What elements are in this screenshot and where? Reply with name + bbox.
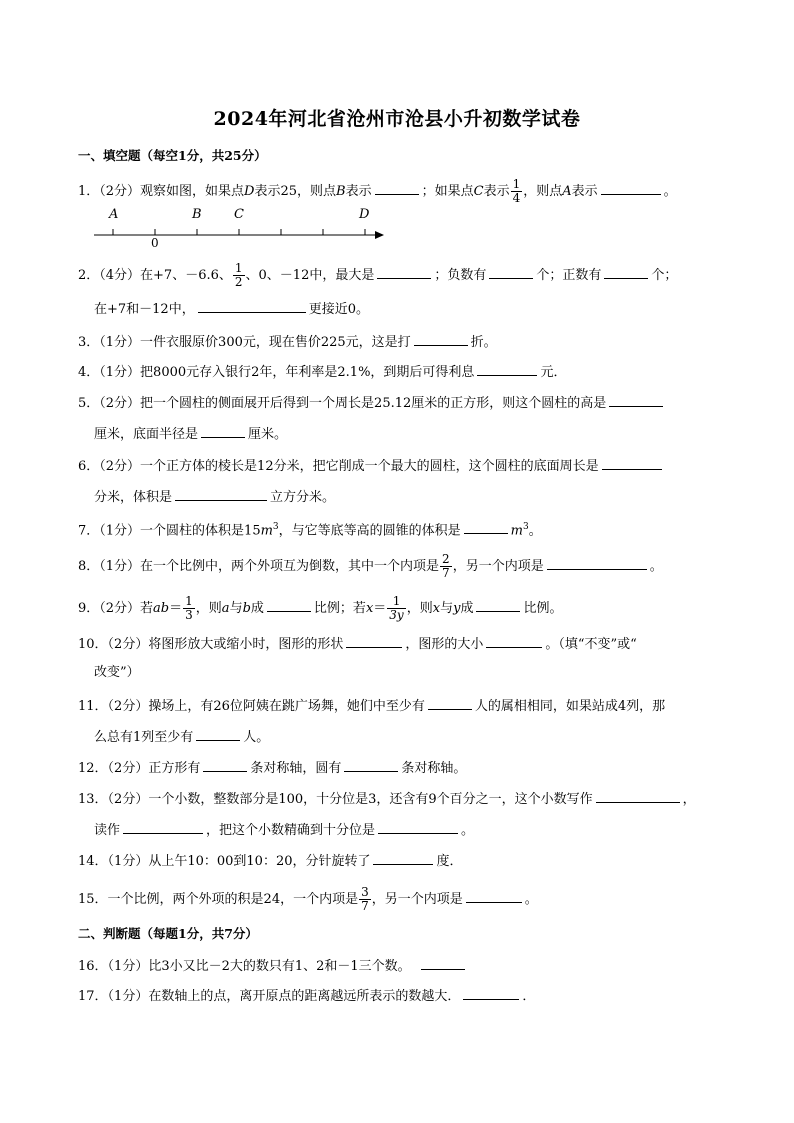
answer-blank[interactable] [604, 265, 648, 279]
question-11: 11．（2分）操场上，有26位阿姨在跳广场舞，她们中至少有 人的属相相同，如果站成4列，那 [78, 696, 665, 716]
answer-blank[interactable] [203, 758, 247, 772]
question-1: 1．（2分）观察如图，如果点D表示25，则点B表示 ；如果点C表示 $\frac{1}{4}$ ，则点A表示 。 [78, 177, 677, 205]
fraction: $\frac{1}{2}$ [234, 261, 243, 289]
page-title: 2024年河北省沧州市沧县小升初数学试卷 [213, 108, 581, 130]
question-7: 7．（1分）一个圆柱的体积是$15m^3$，与它等底等高的圆锥的体积是 $m^3$。 [78, 522, 542, 539]
question-10: 10．（2分）将图形放大或缩小时，图形的形状 ，图形的大小 。（填“不变”或“ [78, 634, 637, 654]
answer-blank[interactable] [428, 696, 472, 710]
answer-blank[interactable] [201, 424, 245, 438]
answer-blank[interactable] [198, 299, 306, 313]
section-fill-in: 一、填空题（每空1分，共25分） [78, 148, 267, 163]
answer-blank[interactable] [486, 634, 542, 648]
answer-blank[interactable] [421, 956, 465, 970]
answer-blank[interactable] [267, 598, 311, 612]
question-6-line-2: 分米，体积是 立方分米。 [94, 487, 335, 507]
question-16: 16．（1分）比3小又比－2大的数只有1、2和－1三个数。 [78, 956, 468, 976]
answer-blank[interactable] [373, 851, 433, 865]
answer-blank[interactable] [476, 598, 520, 612]
answer-blank[interactable] [596, 789, 680, 803]
answer-blank[interactable] [602, 456, 662, 470]
fraction: $\frac{3}{7}$ [361, 885, 369, 913]
answer-blank[interactable] [344, 758, 398, 772]
point-b-label: B [192, 207, 202, 222]
question-12: 12．（2分）正方形有 条对称轴，圆有 条对称轴。 [78, 758, 466, 778]
answer-blank[interactable] [377, 265, 431, 279]
question-10-line-2: 改变”） [94, 665, 140, 680]
answer-blank[interactable] [123, 820, 203, 834]
answer-blank[interactable] [609, 393, 663, 407]
question-17: 17．（1分）在数轴上的点，离开原点的距离越远所表示的数越大． ． [78, 986, 535, 1006]
question-13: 13．（2分）一个小数，整数部分是100，十分位是3，还含有9个百分之一，这个小数写作 ， [78, 789, 696, 809]
arrow-head-icon [375, 231, 384, 239]
question-4: 4．（1分）把8000元存入银行2年，年利率是2.1%，到期后可得利息 元． [78, 362, 566, 382]
section-judgment: 二、判断题（每题1分，共7分） [78, 926, 258, 941]
answer-blank[interactable] [601, 181, 661, 195]
question-14: 14．（1分）从上午10：00到10：20，分针旋转了 度． [78, 851, 463, 871]
question-15: 15．一个比例，两个外项的积是24，一个内项是 $\frac{3}{7}$ ，另一个内项是 。 [78, 885, 538, 913]
question-5: 5．（2分）把一个圆柱的侧面展开后得到一个周长是25.12厘米的正方形，则这个圆柱的高是 [78, 393, 666, 413]
answer-blank[interactable] [378, 820, 458, 834]
zero-label: 0 [151, 236, 159, 250]
question-13-line-2: 读作 ，把这个小数精确到十分位是 。 [94, 820, 474, 840]
answer-blank[interactable] [464, 520, 508, 534]
question-5-line-2: 厘米，底面半径是 厘米。 [94, 424, 287, 444]
fraction: $\frac{1}{4}$ [512, 177, 521, 205]
question-2-line-2: 在+7和－12中， 更接近0。 [94, 299, 369, 319]
question-9: 9．（2分）若ab＝ $\frac{1}{3}$ ，则a与b成 比例；若x＝ $\frac{1}{3y}$ ，则x与y成 比例。 [78, 594, 563, 622]
answer-blank[interactable] [414, 332, 468, 346]
answer-blank[interactable] [463, 986, 519, 1000]
question-8: 8．（1分）在一个比例中，两个外项互为倒数，其中一个内项是 $\frac{2}{7}$ ，另一个内项是 。 [78, 552, 663, 580]
answer-blank[interactable] [477, 362, 537, 376]
point-a-label: A [109, 207, 119, 222]
question-3: 3．（1分）一件衣服原价300元，现在售价225元，这是打 折。 [78, 332, 497, 352]
fraction: $\frac{1}{3y}$ [389, 594, 404, 622]
answer-blank[interactable] [466, 889, 522, 903]
answer-blank[interactable] [489, 265, 533, 279]
point-c-label: C [234, 207, 244, 222]
answer-blank[interactable] [346, 634, 402, 648]
answer-blank[interactable] [196, 727, 240, 741]
fraction: $\frac{2}{7}$ [442, 552, 450, 580]
question-11-line-2: 么总有1列至少有 人。 [94, 727, 269, 747]
point-d-label: D [359, 207, 370, 222]
fraction: $\frac{1}{3}$ [185, 594, 193, 622]
question-6: 6．（2分）一个正方体的棱长是12分米，把它削成一个最大的圆柱，这个圆柱的底面周长是 [78, 456, 665, 476]
question-2: 2．（4分）在+7、－6.6、 $\frac{1}{2}$ 、0、－12中，最大是 ；负数有 个；正数有 个； [78, 261, 678, 289]
answer-blank[interactable] [375, 181, 419, 195]
answer-blank[interactable] [175, 487, 267, 501]
answer-blank[interactable] [547, 556, 647, 570]
